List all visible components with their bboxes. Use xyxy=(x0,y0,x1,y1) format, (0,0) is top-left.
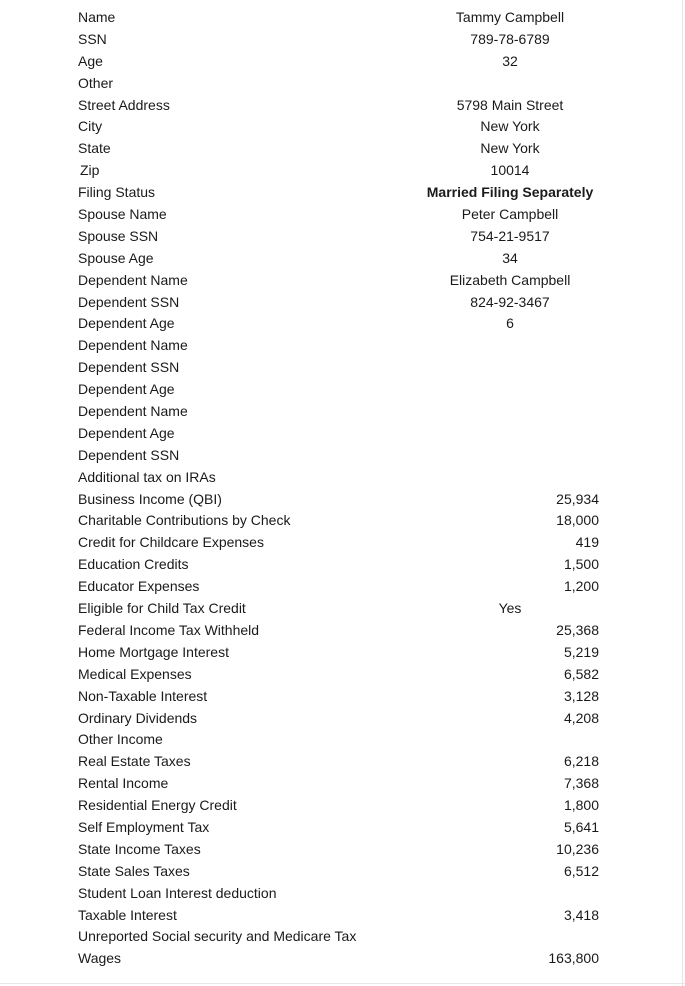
row-non-taxable-interest xyxy=(0,686,685,708)
field-label: Home Mortgage Interest xyxy=(78,643,229,660)
field-value: Peter Campbell xyxy=(461,206,559,223)
row-wages xyxy=(0,948,685,970)
row-dependent-name xyxy=(0,401,685,423)
field-label: Street Address xyxy=(78,96,170,113)
field-value: 18,000 xyxy=(556,512,599,529)
field-label: Zip xyxy=(80,162,100,179)
field-label: Dependent Name xyxy=(78,337,188,354)
row-business-income xyxy=(0,489,685,511)
row-city xyxy=(0,116,685,138)
field-label: Charitable Contributions by Check xyxy=(78,512,291,529)
row-other xyxy=(0,73,685,95)
field-label: Wages xyxy=(78,950,122,967)
row-medical-expenses xyxy=(0,664,685,686)
row-taxable-interest xyxy=(0,905,685,927)
field-label: Filing Status xyxy=(78,184,156,201)
field-value: 419 xyxy=(575,534,599,551)
row-dependent-age xyxy=(0,313,685,335)
field-value: 754-21-9517 xyxy=(470,227,550,244)
row-spouse-ssn xyxy=(0,226,685,248)
field-label: Dependent Age xyxy=(78,424,175,441)
row-street-address xyxy=(0,95,685,117)
field-value: 25,934 xyxy=(556,490,599,507)
field-value: 7,368 xyxy=(563,775,599,792)
field-label: Residential Energy Credit xyxy=(78,797,237,814)
field-value: 10014 xyxy=(490,162,530,179)
field-value: 32 xyxy=(502,52,518,69)
row-spouse-name xyxy=(0,204,685,226)
row-dependent-ssn xyxy=(0,292,685,314)
row-student-loan-interest xyxy=(0,883,685,905)
field-label: Federal Income Tax Withheld xyxy=(78,621,260,638)
row-name xyxy=(0,7,685,29)
field-value: 34 xyxy=(502,249,518,266)
field-value: 4,208 xyxy=(563,709,599,726)
field-label: Eligible for Child Tax Credit xyxy=(78,600,246,617)
field-value: 6 xyxy=(506,315,514,332)
field-label: Educator Expenses xyxy=(78,578,200,595)
row-state-income-taxes xyxy=(0,839,685,861)
row-self-employment-tax xyxy=(0,817,685,839)
row-dependent-age xyxy=(0,423,685,445)
field-label: Rental Income xyxy=(78,775,169,792)
field-label: Self Employment Tax xyxy=(78,818,210,835)
field-value: Elizabeth Campbell xyxy=(449,271,571,288)
field-label: Dependent Name xyxy=(78,403,188,420)
field-label: SSN xyxy=(78,30,107,47)
row-home-mortgage-interest xyxy=(0,642,685,664)
row-dependent-name xyxy=(0,270,685,292)
row-zip xyxy=(0,160,685,182)
field-label: Additional tax on IRAs xyxy=(78,468,216,485)
field-value: 1,800 xyxy=(563,797,599,814)
field-value: 789-78-6789 xyxy=(470,30,550,47)
field-label: Medical Expenses xyxy=(78,665,192,682)
field-value: 824-92-3467 xyxy=(470,293,550,310)
row-real-estate-taxes xyxy=(0,751,685,773)
field-label: Education Credits xyxy=(78,556,189,573)
sheet-border-right xyxy=(682,0,683,986)
field-label: Dependent SSN xyxy=(78,446,180,463)
row-ordinary-dividends xyxy=(0,708,685,730)
field-label: Dependent SSN xyxy=(78,359,180,376)
field-label: Student Loan Interest deduction xyxy=(78,884,277,901)
row-additional-tax-iras xyxy=(0,467,685,489)
field-value: New York xyxy=(480,118,540,135)
field-value: 6,512 xyxy=(563,862,599,879)
row-dependent-ssn xyxy=(0,357,685,379)
field-label: City xyxy=(78,118,103,135)
field-label: State xyxy=(78,140,111,157)
field-label: Taxable Interest xyxy=(78,906,177,923)
field-label: Dependent Age xyxy=(78,315,175,332)
field-value: 1,500 xyxy=(563,556,599,573)
row-age xyxy=(0,51,685,73)
field-value: 1,200 xyxy=(563,578,599,595)
row-childcare-credit xyxy=(0,532,685,554)
field-label: Real Estate Taxes xyxy=(78,753,191,770)
field-value: 25,368 xyxy=(556,621,599,638)
field-label: Credit for Childcare Expenses xyxy=(78,534,264,551)
spreadsheet xyxy=(0,7,685,970)
field-value: Yes xyxy=(498,600,522,617)
field-label: Other xyxy=(78,74,114,91)
field-label: Dependent Name xyxy=(78,271,188,288)
sheet-border-bottom xyxy=(0,983,685,984)
field-value: New York xyxy=(480,140,540,157)
field-value: 6,218 xyxy=(563,753,599,770)
row-state xyxy=(0,138,685,160)
row-child-tax-credit xyxy=(0,598,685,620)
field-value: 10,236 xyxy=(556,840,599,857)
field-value: Tammy Campbell xyxy=(455,9,565,25)
row-educator-expenses xyxy=(0,576,685,598)
field-label: Business Income (QBI) xyxy=(78,490,222,507)
row-charitable-contributions xyxy=(0,510,685,532)
row-dependent-age xyxy=(0,379,685,401)
field-label: Age xyxy=(78,52,103,69)
field-value: 5,641 xyxy=(563,818,599,835)
field-value: 6,582 xyxy=(563,665,599,682)
field-value: 5798 Main Street xyxy=(456,96,564,113)
field-label: Spouse SSN xyxy=(78,227,159,244)
row-dependent-name xyxy=(0,335,685,357)
field-value: 163,800 xyxy=(548,950,599,967)
row-residential-energy-credit xyxy=(0,795,685,817)
row-other-income xyxy=(0,729,685,751)
row-filing-status xyxy=(0,182,685,204)
row-rental-income xyxy=(0,773,685,795)
field-value: 3,128 xyxy=(563,687,599,704)
field-value: 5,219 xyxy=(563,643,599,660)
field-label: Non-Taxable Interest xyxy=(78,687,208,704)
row-spouse-age xyxy=(0,248,685,270)
row-dependent-ssn xyxy=(0,445,685,467)
field-label: Other Income xyxy=(78,731,163,748)
row-education-credits xyxy=(0,554,685,576)
row-state-sales-taxes xyxy=(0,861,685,883)
row-unreported-ss-medicare xyxy=(0,926,685,948)
row-ssn xyxy=(0,29,685,51)
field-value: 3,418 xyxy=(563,906,599,923)
field-label: Unreported Social security and Medicare Tax xyxy=(78,928,357,945)
field-label: State Sales Taxes xyxy=(78,862,190,879)
field-label: Dependent SSN xyxy=(78,293,180,310)
field-label: Name xyxy=(78,9,116,25)
field-label: Dependent Age xyxy=(78,381,175,398)
field-label: Spouse Name xyxy=(78,206,167,223)
field-value: Married Filing Separately xyxy=(426,184,594,201)
field-label: Ordinary Dividends xyxy=(78,709,198,726)
field-label: State Income Taxes xyxy=(78,840,201,857)
field-label: Spouse Age xyxy=(78,249,154,266)
row-federal-tax-withheld xyxy=(0,620,685,642)
